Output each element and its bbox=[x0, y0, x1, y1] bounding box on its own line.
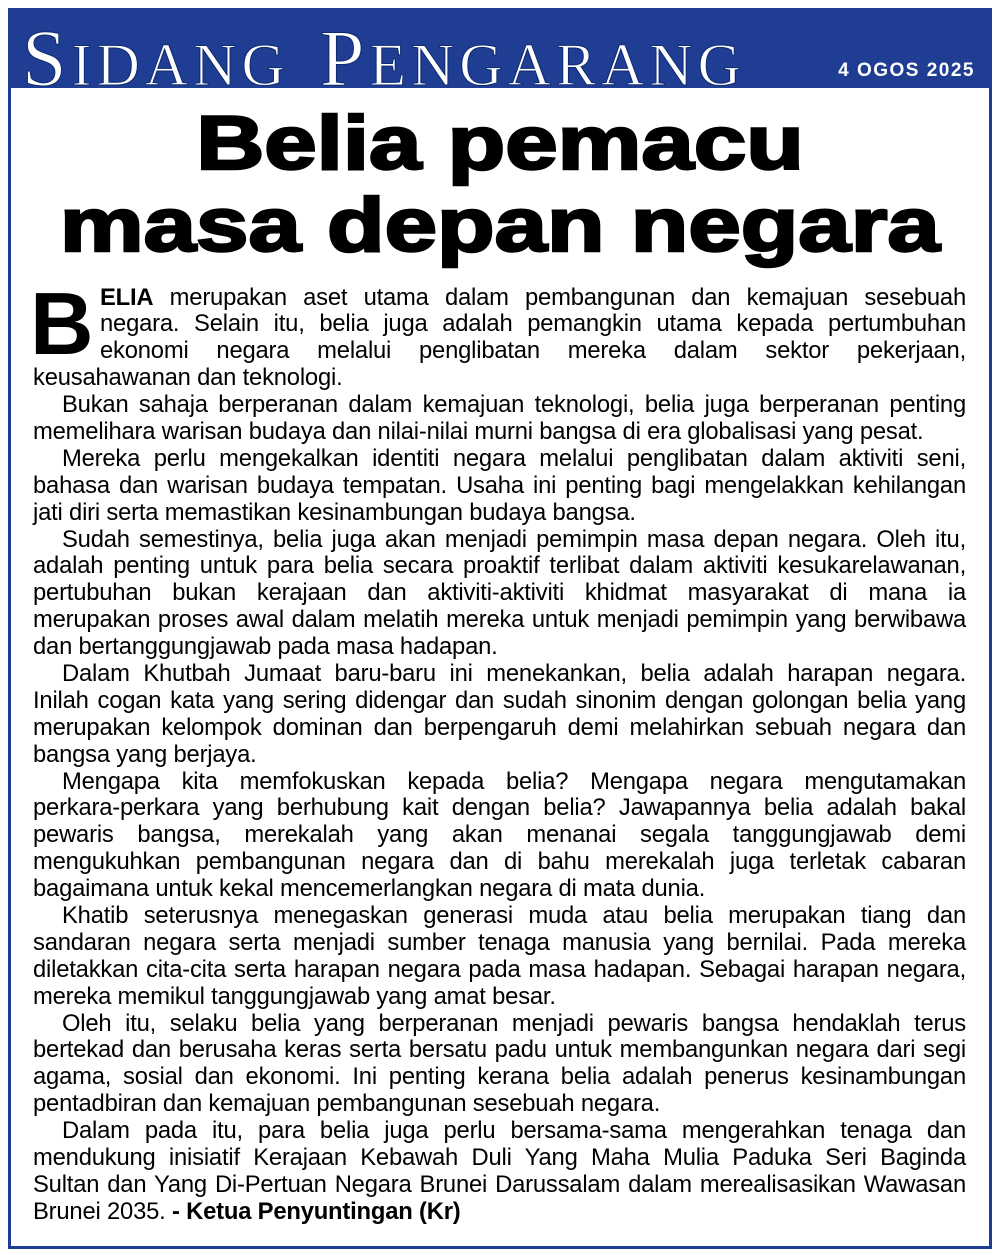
article-line-text: Dalam pada itu, para belia juga perlu bersama-sama mengerahkan tenaga dan bbox=[62, 1117, 966, 1145]
article-line bbox=[33, 1064, 966, 1091]
section-title-word: SIDANG bbox=[22, 15, 290, 103]
article-line-text: Khatib seterusnya menegaskan generasi muda atau belia merupakan tiang dan bbox=[62, 901, 966, 929]
issue-date: 4 OGOS 2025 bbox=[838, 60, 975, 81]
article-line bbox=[33, 553, 966, 580]
article-line-text: Bukan sahaja berperanan dalam kemajuan teknologi, belia juga berperanan penting bbox=[62, 391, 966, 419]
article-line-text: Mereka perlu mengekalkan identiti negara melalui penglibatan dalam aktiviti seni, bbox=[62, 444, 966, 472]
article-line bbox=[33, 849, 966, 876]
article-line-text: dan bertanggungjawab pada masa hadapan. bbox=[33, 633, 498, 661]
article-line-text: Inilah cogan kata yang sering didengar dan sudah sinonim dengan golongan belia yang bbox=[33, 686, 966, 714]
article-line bbox=[33, 634, 966, 661]
drop-cap: B bbox=[30, 273, 94, 373]
article-line-text: Brunei 2035. bbox=[33, 1197, 166, 1225]
article-line-text: bahasa dan warisan budaya tempatan. Usaha ini penting bagi mengelakkan kehilangan bbox=[33, 471, 966, 499]
article-line-text: pewaris bangsa, merekalah yang akan menanai segala tanggungjawab demi bbox=[33, 821, 966, 849]
article-line-text: Dalam Khutbah Jumaat baru-baru ini menekankan, belia adalah harapan negara. bbox=[62, 659, 966, 687]
article-line bbox=[33, 285, 966, 312]
article-line bbox=[33, 1172, 966, 1199]
article-line bbox=[33, 930, 966, 957]
article-body bbox=[30, 273, 966, 1226]
article-line bbox=[33, 742, 966, 769]
article-paragraph bbox=[33, 446, 966, 527]
article-line bbox=[33, 446, 966, 473]
article-line-text: pertubuhan bukan kerajaan dan aktiviti-aktiviti khidmat masyarakat di mana ia bbox=[33, 579, 966, 607]
article-line bbox=[33, 1199, 966, 1226]
article-line-text: diletakkan cita-cita serta harapan negara pada masa hadapan. Sebagai harapan negara, bbox=[33, 955, 966, 983]
article-line-text: bangsa yang berjaya. bbox=[33, 740, 257, 768]
article-paragraph bbox=[33, 1011, 966, 1119]
article-line bbox=[33, 500, 966, 527]
article-line-text: jati diri serta memastikan kesinambungan budaya bangsa. bbox=[33, 498, 636, 526]
article-line bbox=[33, 984, 966, 1011]
article-line bbox=[33, 795, 966, 822]
article-line bbox=[33, 769, 966, 796]
article-line bbox=[33, 876, 966, 903]
article-line bbox=[33, 419, 966, 446]
section-title bbox=[22, 15, 746, 103]
section-title-word: PENGARANG bbox=[319, 15, 746, 103]
article-paragraph bbox=[33, 903, 966, 1011]
lead-word: ELIA bbox=[100, 283, 154, 311]
article-line-text: keusahawanan dan teknologi. bbox=[33, 364, 343, 392]
article-line bbox=[33, 903, 966, 930]
article-line bbox=[33, 607, 966, 634]
article-line-text: Oleh itu, selaku belia yang berperanan menjadi pewaris bangsa hendaklah terus bbox=[62, 1009, 966, 1037]
article-line bbox=[33, 957, 966, 984]
article-line-text: sandaran negara serta menjadi sumber tenaga manusia yang bernilai. Pada mereka bbox=[33, 928, 966, 956]
article-paragraph bbox=[33, 1118, 966, 1226]
article-line-text: bagaimana untuk kekal mencemerlangkan negara di mata dunia. bbox=[33, 875, 706, 903]
article-paragraph bbox=[33, 769, 966, 903]
article-line bbox=[33, 392, 966, 419]
article-line bbox=[33, 311, 966, 338]
article-line-text: perkara-perkara yang berhubung kait dengan belia? Jawapannya belia adalah bakal bbox=[33, 794, 966, 822]
article-line bbox=[33, 338, 966, 365]
article-line-text: adalah penting untuk para belia secara proaktif terlibat dalam aktiviti kesukarelawanan, bbox=[33, 552, 966, 580]
article-line bbox=[33, 1037, 966, 1064]
article-line-text: negara. Selain itu, belia juga adalah pemangkin utama kepada pertumbuhan bbox=[100, 310, 966, 338]
article-line bbox=[33, 580, 966, 607]
article-paragraph bbox=[33, 392, 966, 446]
article-paragraph bbox=[33, 527, 966, 661]
article-line bbox=[33, 1145, 966, 1172]
article-line-text: mereka memikul tanggungjawab yang amat besar. bbox=[33, 982, 556, 1010]
article-line bbox=[33, 822, 966, 849]
article-line-text: Sudah semestinya, belia juga akan menjadi pemimpin masa depan negara. Oleh itu, bbox=[62, 525, 966, 553]
article-line-text: mendukung inisiatif Kerajaan Kebawah Duli Yang Maha Mulia Paduka Seri Baginda bbox=[33, 1144, 966, 1171]
article-line-text: merupakan kelompok dominan dan berpengaruh demi melahirkan sebuah negara dan bbox=[33, 713, 966, 741]
article-line bbox=[33, 527, 966, 554]
article-line-text: memelihara warisan budaya dan nilai-nilai murni bangsa di era globalisasi yang pesat. bbox=[33, 417, 924, 445]
headline-text: masa depan negara bbox=[60, 183, 940, 268]
article-text bbox=[33, 285, 966, 1226]
byline: - Ketua Penyuntingan (Kr) bbox=[171, 1197, 461, 1225]
article-line-text: ekonomi negara melalui penglibatan mereka dalam sektor pekerjaan, bbox=[100, 337, 966, 365]
article-line bbox=[33, 1011, 966, 1038]
article-line bbox=[33, 473, 966, 500]
article-line-text: mengukuhkan pembangunan negara dan di bahu merekalah juga terletak cabaran bbox=[33, 848, 966, 876]
article-line-text: bertekad dan berusaha keras serta bersatu padu untuk membangunkan negara dari segi bbox=[33, 1036, 966, 1064]
article-line-text: Sultan dan Yang Di-Pertuan Negara Brunei Darussalam dalam merealisasikan Wawasan bbox=[33, 1170, 966, 1198]
headline-line-2 bbox=[0, 183, 1000, 268]
article-line-text: pentadbiran dan kemajuan pembangunan sesebuah negara. bbox=[33, 1090, 661, 1118]
article-line bbox=[33, 365, 966, 392]
article-line bbox=[33, 715, 966, 742]
headline-text: Belia pemacu bbox=[196, 101, 804, 186]
article-line-text: merupakan proses awal dalam melatih mereka untuk menjadi pemimpin yang berwibawa bbox=[33, 606, 966, 634]
article-line-text: agama, sosial dan ekonomi. Ini penting kerana belia adalah penerus kesinambungan bbox=[33, 1063, 966, 1091]
article-line-text: merupakan aset utama dalam pembangunan dan kemajuan sesebuah bbox=[169, 283, 966, 311]
article-line bbox=[33, 688, 966, 715]
article-line-text: Mengapa kita memfokuskan kepada belia? Mengapa negara mengutamakan bbox=[62, 767, 966, 795]
article-line bbox=[33, 1091, 966, 1118]
article-paragraph bbox=[33, 285, 966, 393]
headline-line-1 bbox=[0, 101, 1000, 186]
article-line bbox=[33, 661, 966, 688]
article-line bbox=[33, 1118, 966, 1145]
article-paragraph bbox=[33, 661, 966, 769]
